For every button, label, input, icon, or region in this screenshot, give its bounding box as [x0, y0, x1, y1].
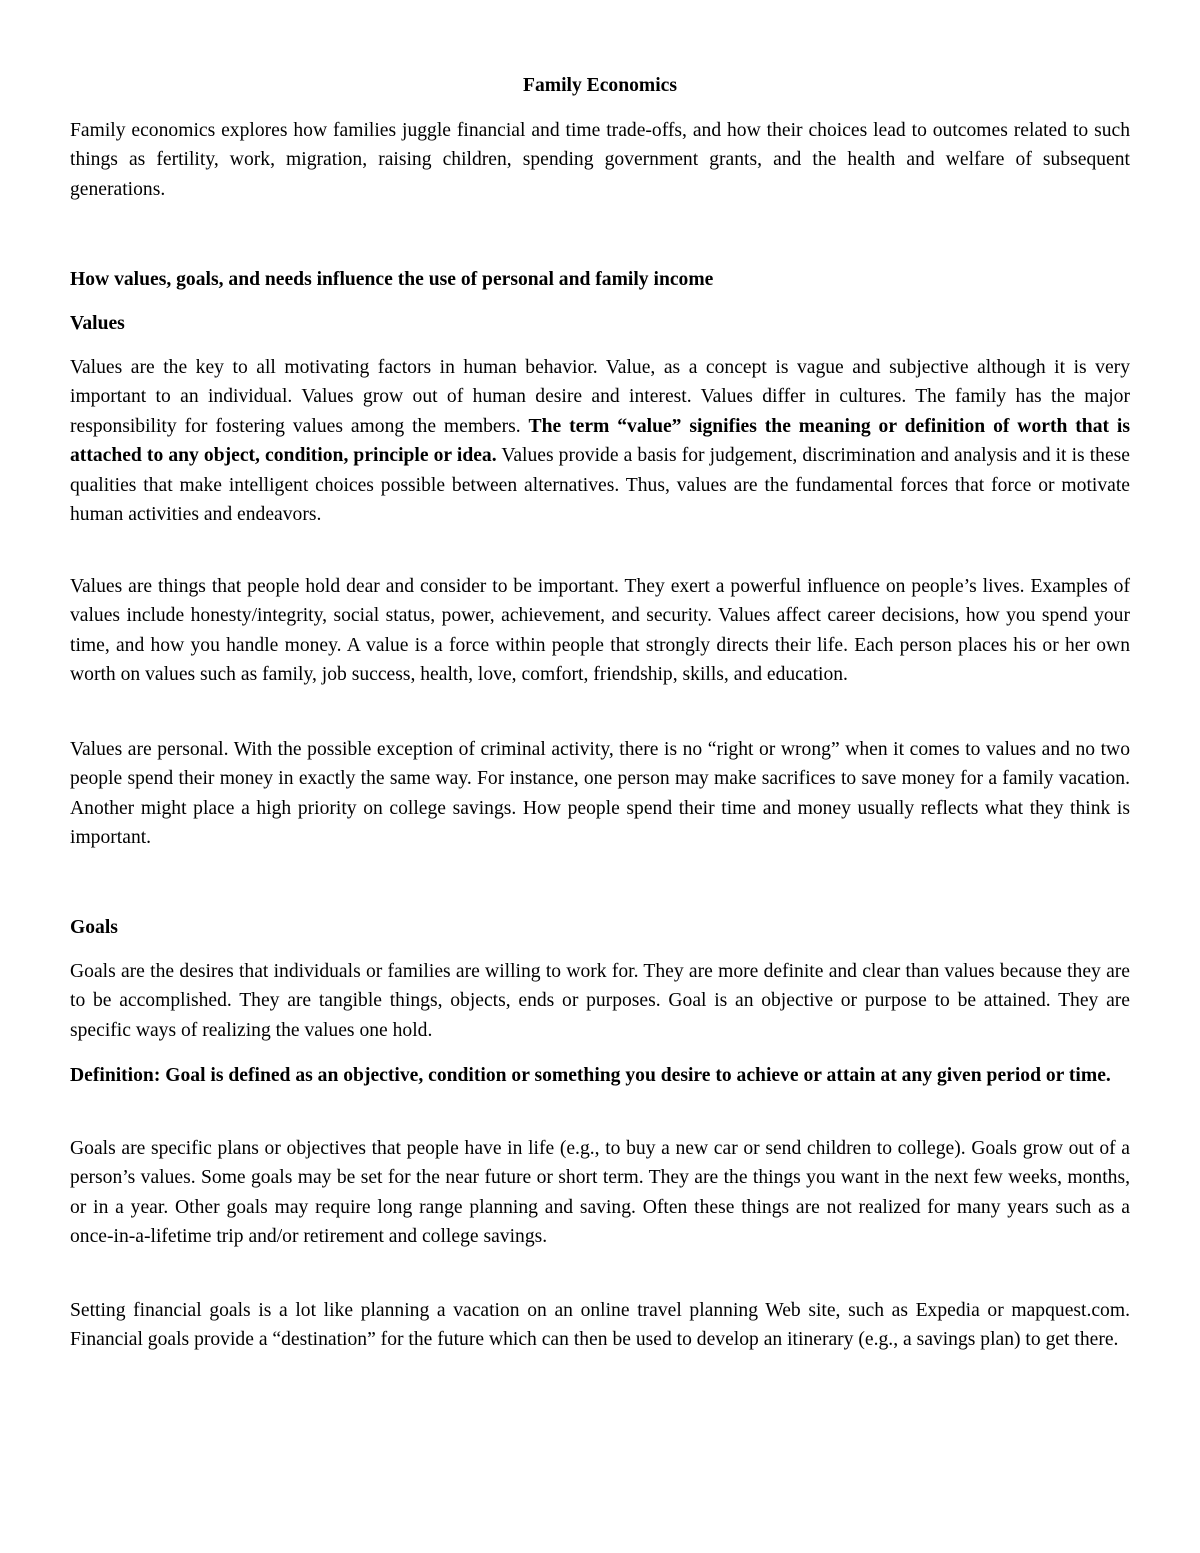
- document-title: Family Economics: [522, 75, 677, 96]
- values-paragraph-3: Values are personal. With the possible exception of criminal activity, there is no “right or wrong” when it comes to values and no two people spend their money in exactly the same way. For instance, one person may make sacrifices to save money for a family vacation. Another might place a high priority on college savings. How people spend their time and money usually reflects what they think is important.: [70, 739, 1130, 849]
- goals-paragraph-2: Goals are specific plans or objectives that people have in life (e.g., to buy a new car or send children to college). Goals grow out of a person’s values. Some goals may be set for the near future or short term. They are the things you want in the next few weeks, months, or in a year. Other goals may require long range planning and saving. Often these things are not realized for many years such as a once-in-a-lifetime trip and/or retirement and college savings.: [70, 1138, 1130, 1248]
- values-paragraph-1: [70, 353, 1130, 529]
- goals-paragraph-3: Setting financial goals is a lot like planning a vacation on an online travel planning Web site, such as Expedia or mapquest.com. Financial goals provide a “destination” for the future which can then be used to develop an itinerary (e.g., a savings plan) to get there.: [70, 1300, 1130, 1351]
- goals-paragraph-1: Goals are the desires that individuals or families are willing to work for. They are more definite and clear than values because they are to be accomplished. They are tangible things, objects, ends or purposes. Goal is an objective or purpose to be attained. They are specific ways of realizing the values one hold.: [70, 961, 1130, 1041]
- intro-paragraph: Family economics explores how families juggle financial and time trade-offs, and how their choices lead to outcomes related to such things as fertility, work, migration, raising children, spending government grants, and the health and welfare of subsequent generations.: [70, 120, 1130, 200]
- goals-heading: Goals: [70, 917, 118, 938]
- goal-definition: Definition: Goal is defined as an objective, condition or something you desire to achieve or attain at any given period or time.: [70, 1065, 1111, 1086]
- values-p1-text-a: Values are the key to all motivating factors in human behavior. Value, as a concept is vague and subjective although it is very important to an individual. Values grow out of human desire and interest. Values differ in cultures. The family has the major responsibility for fostering values among the members.: [70, 357, 1130, 437]
- values-p1-text-b: Values provide a basis for judgement, discrimination and analysis and it is these qualities that make intelligent choices possible between alternatives. Thus, values are the fundamental forces that force or motivate human activities and endeavors.: [70, 445, 1130, 526]
- value-definition: The term “value” signifies the meaning or definition of worth that is attached to any object, condition, principle or idea.: [70, 415, 1130, 467]
- section-heading: How values, goals, and needs influence the use of personal and family income: [70, 269, 714, 290]
- values-heading: Values: [70, 313, 125, 334]
- values-paragraph-2: Values are things that people hold dear and consider to be important. They exert a powerful influence on people’s lives. Examples of values include honesty/integrity, social status, power, achievement, and security. Values affect career decisions, how you spend your time, and how you handle money. A value is a force within people that strongly directs their life. Each person places his or her own worth on values such as family, job success, health, love, comfort, friendship, skills, and education.: [70, 576, 1130, 686]
